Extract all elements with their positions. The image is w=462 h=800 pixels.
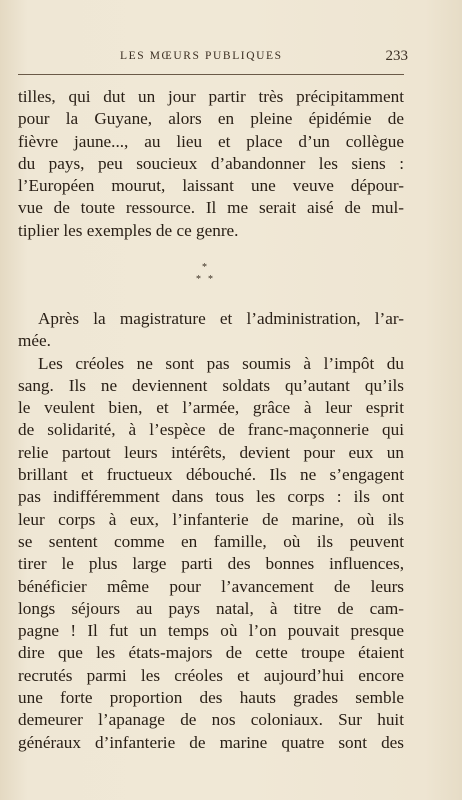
text-line: tilles, qui dut un jour partir très précipitamment	[18, 87, 404, 106]
text-line: dire que les états-majors de cette troupe étaient	[18, 643, 404, 663]
text-line: sang. Ils ne deviennent soldats qu’autant qu’ils	[18, 375, 404, 395]
paragraph-1	[18, 86, 404, 242]
text-line: l’Européen mourut, laissant une veuve dépour-	[18, 176, 404, 196]
text-line: pagne ! Il fut un temps où l’on pouvait presque	[18, 621, 404, 641]
text-line: recrutés parmi les créoles et aujourd’hui encore	[18, 665, 404, 685]
text-line: pas indifféremment dans tous les corps : ils ont	[18, 487, 404, 507]
text-line: se sentent comme en famille, où ils peuvent	[18, 531, 404, 551]
text-line: tirer le plus large parti des bonnes influences,	[18, 554, 404, 574]
text-line: Les créoles ne sont pas soumis à l’impôt du	[38, 353, 404, 373]
text-line: fièvre jaune..., au lieu et place d’un collègue	[18, 131, 404, 151]
text-line: le veulent bien, et l’armée, grâce à leur esprit	[18, 398, 404, 418]
asterism-star: *	[196, 274, 201, 285]
section-break-asterism	[196, 262, 216, 286]
text-line: tiplier les exemples de ce genre.	[18, 220, 239, 240]
text-line: généraux d’infanterie de marine quatre sont des	[18, 732, 404, 752]
paragraph-2	[18, 308, 404, 353]
page-number: 233	[385, 48, 408, 64]
asterism-star: *	[202, 262, 207, 273]
text-line: pour la Guyane, alors en pleine épidémie de	[18, 109, 404, 129]
running-title: LES MŒURS PUBLIQUES	[120, 50, 283, 62]
text-line: Après la magistrature et l’administration, l’ar-	[38, 309, 404, 328]
text-line: brillant et fructueux débouché. Ils ne s’engagent	[18, 465, 404, 485]
paragraph-3	[18, 353, 404, 754]
text-line: de solidarité, à l’espèce de franc-maçonnerie qui	[18, 420, 404, 440]
asterism-star: *	[208, 274, 213, 285]
header-rule	[18, 74, 404, 75]
running-head	[18, 48, 408, 70]
text-line: mée.	[18, 331, 51, 351]
text-line: relie partout leurs intérêts, devient pour eux un	[18, 442, 404, 462]
text-line: vue de toute ressource. Il me serait aisé de mul-	[18, 198, 404, 218]
section-body	[18, 308, 404, 754]
text-line: leur corps à eux, l’infanterie de marine, où ils	[18, 509, 404, 529]
text-line: demeurer l’apanage de nos coloniaux. Sur huit	[18, 710, 404, 730]
text-line: du pays, peu soucieux d’abandonner les siens :	[18, 153, 404, 173]
text-line: longs séjours au pays natal, à titre de cam-	[18, 598, 404, 618]
text-line: une forte proportion des hauts grades semble	[18, 688, 404, 708]
text-line: bénéficier même pour l’avancement de leurs	[18, 576, 404, 596]
